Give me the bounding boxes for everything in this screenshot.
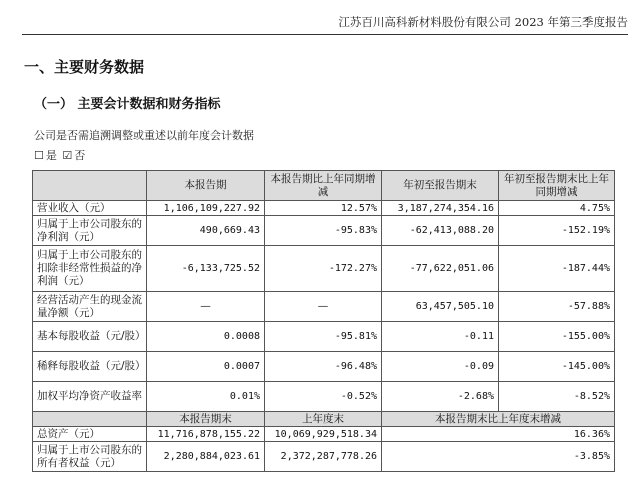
header-cell [33,171,147,201]
table-cell: 0.0008 [147,322,265,352]
table-row [33,427,615,442]
table-cell: -145.00% [499,352,615,382]
row-label: 基本每股收益（元/股） [33,322,147,352]
header-cell: 上年度末 [265,412,382,427]
table-cell: 490,669.43 [147,216,265,246]
row-label: 归属于上市公司股东的扣除非经常性损益的净利润（元） [33,246,147,292]
subsection-title: （一） 主要会计数据和财务指标 [34,97,221,112]
table-cell: 12.57% [265,201,382,216]
table-row [33,216,615,246]
table-row [33,382,615,412]
table-row [33,201,615,216]
header-cell: 年初至报告期末 [382,171,499,201]
table-cell: 4.75% [499,201,615,216]
table-row [33,322,615,352]
checkbox-yes[interactable]: ☐ [34,149,44,162]
table-header-row [33,171,615,201]
row-label: 归属于上市公司股东的净利润（元） [33,216,147,246]
header-cell: 本报告期 [147,171,265,201]
restatement-answer [34,147,87,163]
table-cell: -57.88% [499,292,615,322]
row-label: 稀释每股收益（元/股） [33,352,147,382]
table-cell: 0.01% [147,382,265,412]
row-label: 归属于上市公司股东的所有者权益（元） [33,442,147,472]
header-cell: 年初至报告期末比上年同期增减 [499,171,615,201]
report-header: 江苏百川高科新材料股份有限公司 2023 年第三季度报告 [338,15,628,29]
row-label: 加权平均净资产收益率 [33,382,147,412]
table-cell: -172.27% [265,246,382,292]
row-label: 总资产（元） [33,427,147,442]
label-no: 否 [74,149,86,162]
header-cell: 本报告期末比上年度末增减 [382,412,615,427]
financial-data-table [32,170,615,472]
table-cell: -152.19% [499,216,615,246]
label-yes: 是 [45,149,57,162]
table-row [33,246,615,292]
table-cell: -95.83% [265,216,382,246]
table-cell: 10,069,929,518.34 [265,427,382,442]
table-cell: 0.0007 [147,352,265,382]
table-row [33,442,615,472]
table-cell: -3.85% [382,442,615,472]
table-cell: 2,280,884,023.61 [147,442,265,472]
table-cell: -6,133,725.52 [147,246,265,292]
header-cell: 本报告期末 [147,412,265,427]
table-cell: 63,457,505.10 [382,292,499,322]
table-cell: -8.52% [499,382,615,412]
checkbox-no[interactable]: ☑ [62,149,73,162]
table-cell: -187.44% [499,246,615,292]
table-cell: -77,622,051.06 [382,246,499,292]
table-cell: 11,716,878,155.22 [147,427,265,442]
table-cell: — [147,292,265,322]
table-row [33,352,615,382]
restatement-question: 公司是否需追溯调整或重述以前年度会计数据 [34,129,254,142]
row-label: 经营活动产生的现金流量净额（元） [33,292,147,322]
section-title: 一、主要财务数据 [24,58,145,76]
header-cell: 本报告期比上年同期增减 [265,171,382,201]
table-cell: 2,372,287,778.26 [265,442,382,472]
table-cell: -0.09 [382,352,499,382]
table-cell: -0.11 [382,322,499,352]
row-label: 营业收入（元） [33,201,147,216]
table-row [33,292,615,322]
table-header-row-2 [33,412,615,427]
table-cell: — [265,292,382,322]
table-cell: 3,187,274,354.16 [382,201,499,216]
header-rule [22,34,628,35]
table-cell: -96.48% [265,352,382,382]
table-cell: 16.36% [382,427,615,442]
table-cell: -62,413,088.20 [382,216,499,246]
table-cell: -155.00% [499,322,615,352]
table-cell: -95.81% [265,322,382,352]
header-cell [33,412,147,427]
table-cell: -0.52% [265,382,382,412]
table-cell: 1,106,109,227.92 [147,201,265,216]
table-cell: -2.68% [382,382,499,412]
